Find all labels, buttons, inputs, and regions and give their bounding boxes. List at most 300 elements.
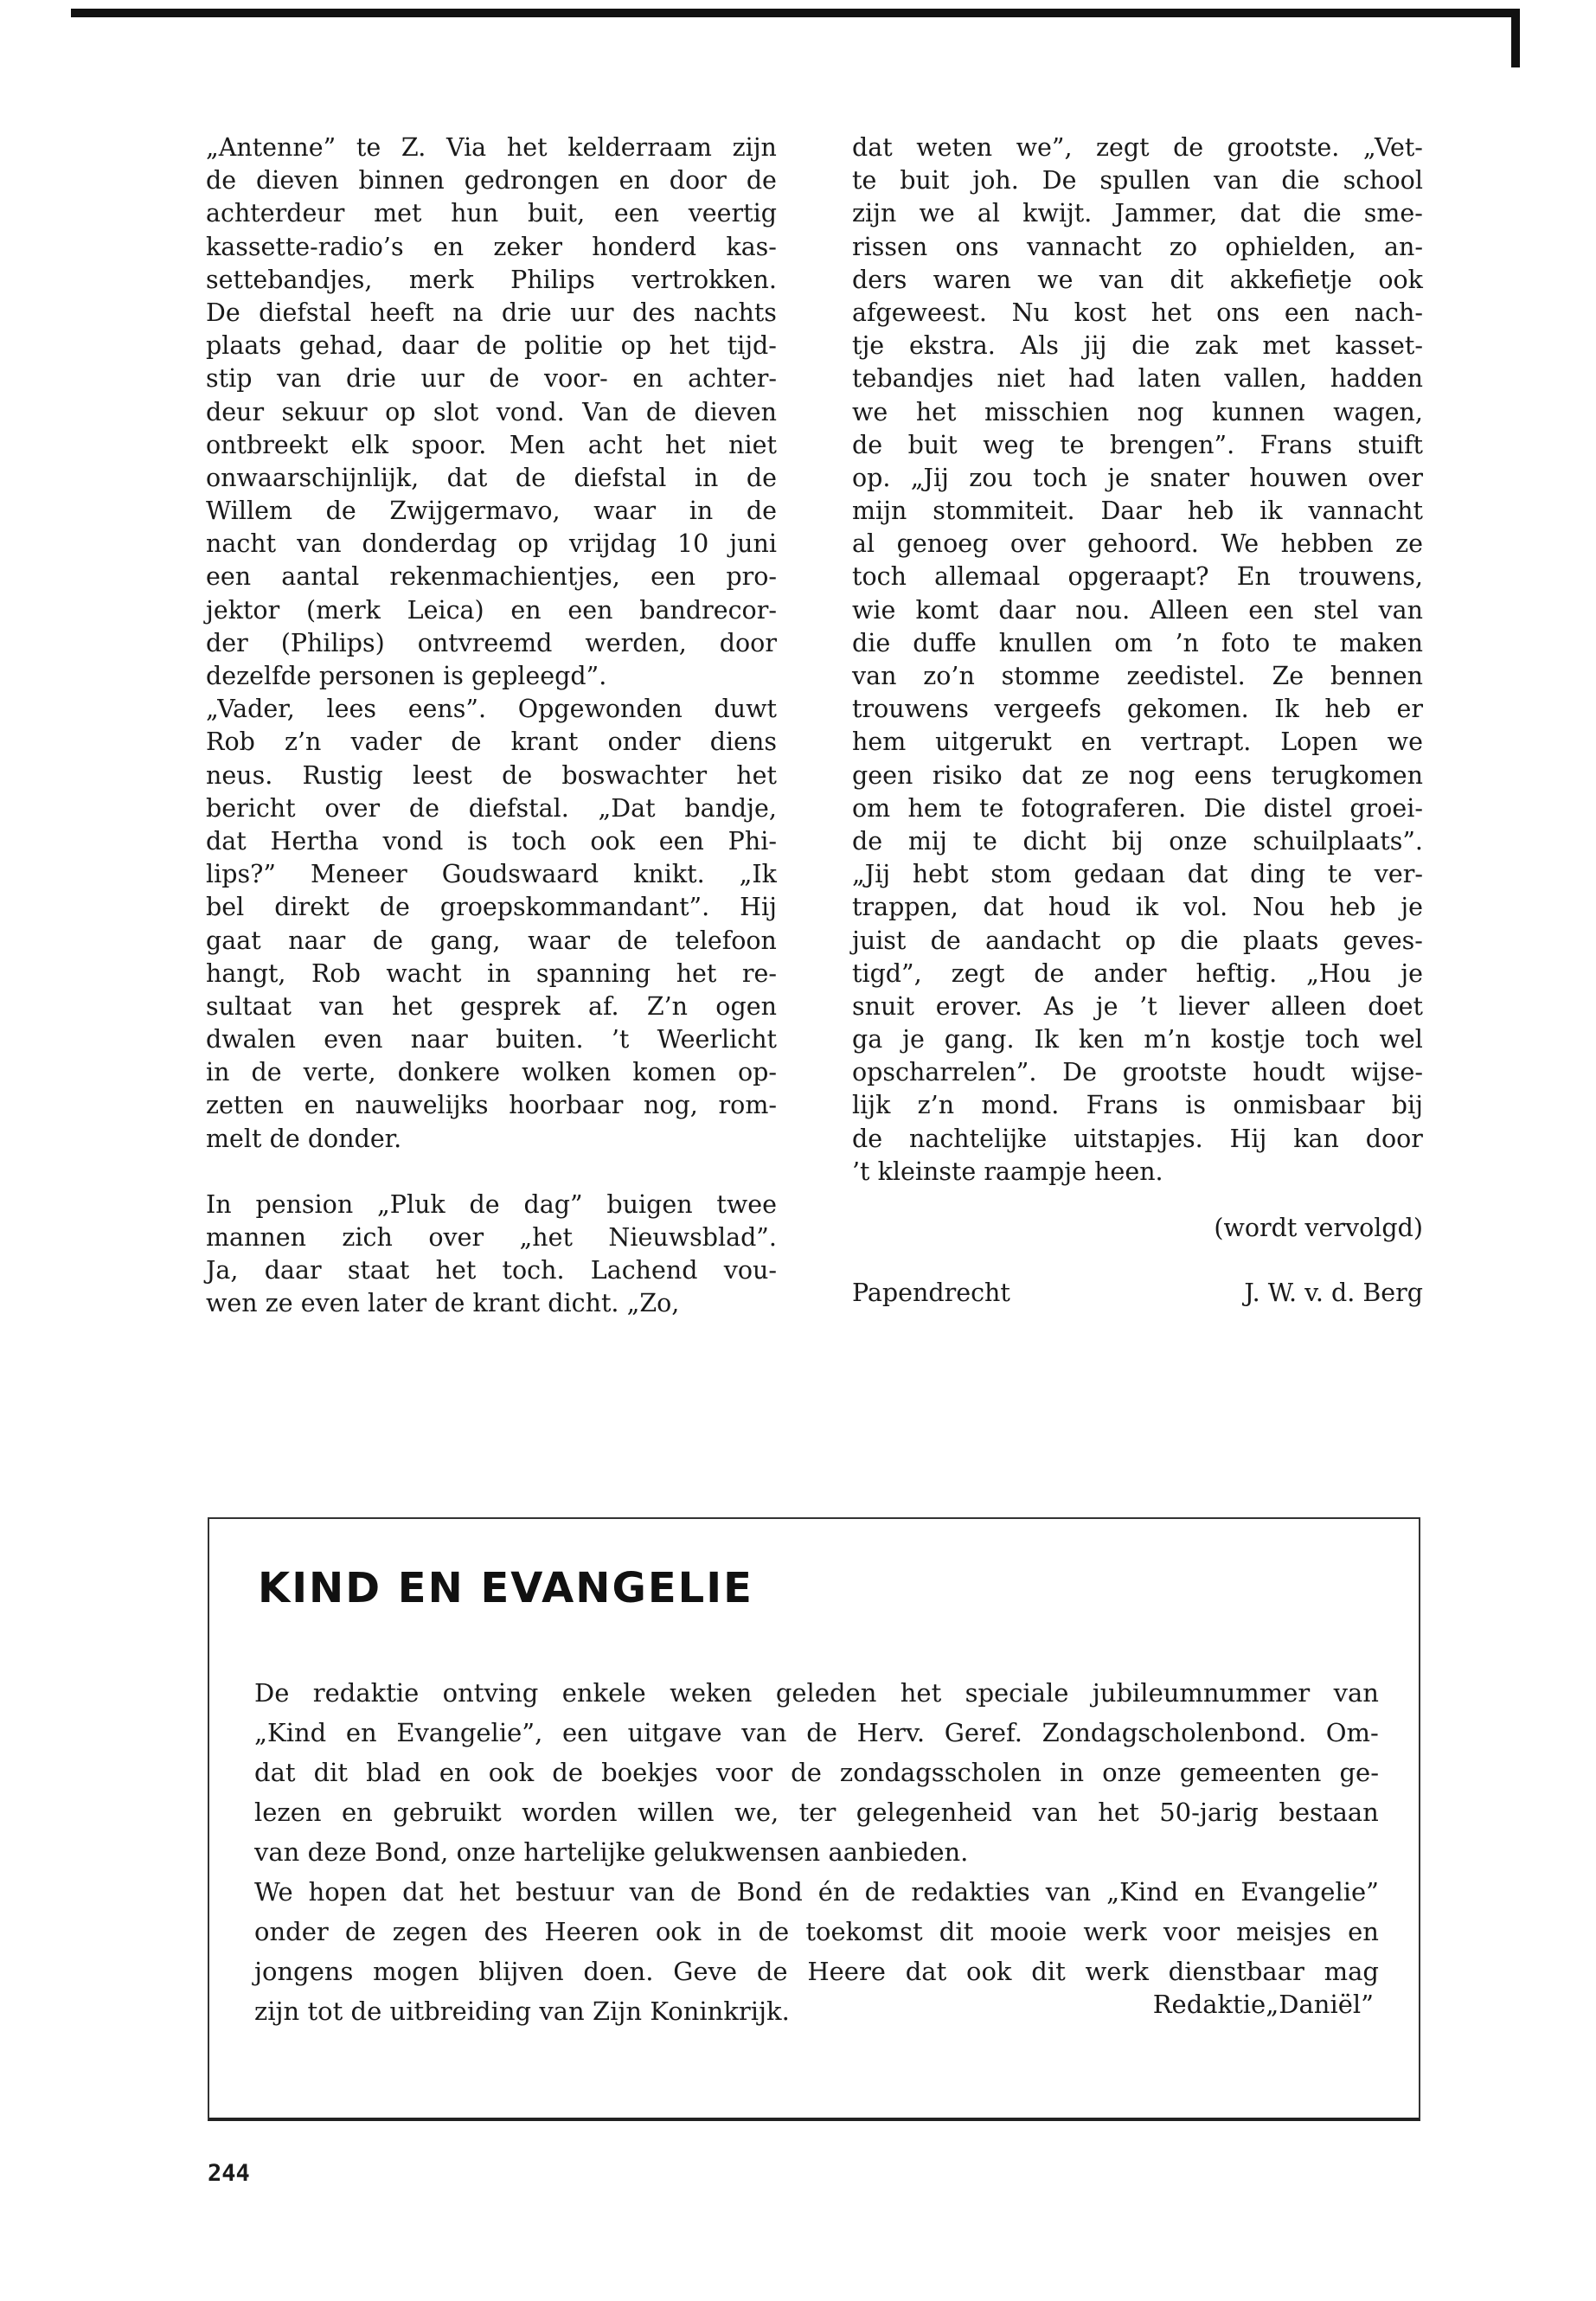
word: gebruikt [393,1798,502,1827]
word: drie [346,364,396,394]
word: „Vader, [206,695,295,724]
word: diefstal [259,298,352,327]
word: Frans [1086,1091,1158,1120]
text-line [206,1089,777,1122]
word: de [806,1718,837,1747]
word: daar [401,331,458,361]
word: stuift [1357,430,1423,459]
word: Ze [1272,662,1304,690]
word: onze [1169,826,1227,856]
word: telefoon [675,926,777,955]
word: is [467,826,488,856]
word: zou [969,463,1013,492]
text-line [254,1832,1379,1872]
word: erover. [935,991,1022,1021]
word: de [434,1289,465,1318]
word: we”, [1016,133,1073,162]
word: de [756,1957,788,1986]
word: rissen [852,232,928,261]
word: toekomst [805,1917,923,1946]
text-line [852,760,1423,792]
word: te [356,133,381,162]
word: Heere [807,1957,886,1986]
word: de [451,727,482,757]
word: is [443,662,464,690]
word: voor- [544,364,608,394]
word: knullen [998,628,1093,657]
left-column [206,131,777,1321]
word: over [1368,463,1423,492]
word: mannen [206,1223,306,1252]
word: Goudswaard [441,860,599,889]
word: een [206,562,252,592]
text-line [852,297,1423,330]
word: dat [983,893,1024,922]
word: kleinste [877,1157,977,1186]
word: uur [420,364,465,394]
word: én [817,1877,849,1907]
word: lezen [254,1798,322,1827]
word: vannacht [1026,232,1142,261]
text-line [206,990,777,1023]
word: op [620,331,651,361]
word: ontving [442,1678,539,1708]
word: zegt [951,958,1005,988]
word: onze [456,1837,516,1867]
word: 50-jarig [1159,1798,1259,1827]
article-signature [852,1279,1423,1307]
word: en [1194,1877,1226,1907]
word: spullen [1099,166,1191,195]
word: 10 [677,529,709,559]
word: Hij [740,893,777,922]
word: m’n [1144,1025,1191,1054]
word: ze [1395,529,1423,559]
word: het [676,958,717,988]
word: Zijn [593,1997,643,2026]
word: om [1114,628,1153,657]
word: een [651,562,696,592]
word: dat [1187,860,1228,889]
text-line [254,1792,1379,1832]
word: Hertha [270,826,359,856]
word: Ja, [206,1256,239,1285]
word: de [1034,958,1065,988]
word: komen [632,1058,716,1087]
word: voor [715,1758,773,1787]
text-line [852,396,1423,429]
word: nog [1137,397,1184,426]
word: toch [511,826,567,856]
word: achterdeur [206,199,345,228]
word: doet [1368,991,1423,1021]
word: trappen, [852,893,958,922]
word: vrijdag [568,529,657,559]
word: op [1125,926,1157,955]
word: brengen”. [1109,430,1235,459]
text-line [206,330,777,362]
word: gedaan [1074,860,1166,889]
author-name: J. W. v. d. Berg [1244,1279,1423,1307]
text-line [206,1056,777,1089]
word: zegt [1095,133,1150,162]
word: en [619,166,650,195]
word: Ik [1274,695,1299,724]
word: wen [206,1289,258,1318]
word: Rob [311,958,361,988]
to-be-continued-note: (wordt vervolgd) [1214,1214,1423,1242]
word: met [374,199,422,228]
word: gang, [430,926,501,955]
word: z’n [917,1091,955,1120]
word: „Hou [1306,958,1372,988]
word: (Philips) [280,628,385,657]
word: daar [264,1256,322,1285]
word: krant [510,727,579,757]
word: vader [350,727,422,757]
word: zegen [392,1917,468,1946]
word: dit [313,1758,349,1787]
word: weken [670,1678,753,1708]
text-line [852,429,1423,462]
text-line [852,958,1423,990]
word: later [368,1289,427,1318]
word: in [206,1058,230,1087]
text-line [254,1912,1379,1952]
word: ’t [1139,991,1157,1021]
word: Men [509,430,566,459]
word: zeedistel. [1126,662,1246,690]
word: uitstapjes. [1074,1124,1203,1153]
text-line [206,362,777,395]
word: in [486,958,511,988]
text-line [206,925,777,958]
word: uitgerukt [935,727,1052,757]
text-line [852,131,1423,164]
right-column [852,131,1423,1189]
word: ook [965,1957,1012,1986]
word: hem [907,793,962,823]
text-line [852,264,1423,297]
word: juist [852,926,907,955]
word: over [428,1223,484,1252]
word: het [506,133,548,162]
word: „Zo, [626,1289,680,1318]
word: en [1348,1917,1379,1946]
text-line [852,1023,1423,1056]
word: al [852,529,875,559]
word: Nou [1252,893,1305,922]
word: We [254,1877,293,1907]
word: ook [655,1917,702,1946]
word: opscharrelen”. [852,1058,1037,1087]
word: van [1333,1678,1379,1708]
word: heeft [369,298,434,327]
word: dat [206,826,247,856]
word: van [539,1997,585,2026]
word: de [552,1758,584,1787]
word: houwen [1249,463,1348,492]
word: over [324,793,381,823]
word: te [972,826,997,856]
word: het [458,1877,501,1907]
word: buigen [606,1189,693,1219]
word: de [645,397,676,426]
text-line [852,925,1423,958]
word: verte, [303,1058,376,1087]
word: ook [590,826,635,856]
word: zeker [493,232,563,261]
word: de [746,166,777,195]
word: der [206,628,248,657]
word: de [515,463,546,492]
word: honderd [592,232,697,261]
word: allemaal [934,562,1041,592]
word: de [325,497,356,526]
top-border-rule [71,9,1520,17]
word: het [1151,298,1192,327]
word: en [632,364,663,394]
text-line [206,164,777,197]
word: tijd- [727,331,777,361]
word: dat [446,463,488,492]
word: Rustig [302,760,383,790]
word: wagen, [1333,397,1423,426]
word: doen. [583,1957,654,1986]
word: de [379,893,410,922]
word: ik [1135,893,1159,922]
word: pension [255,1189,354,1219]
word: stel [1313,595,1359,625]
text-line [206,528,777,561]
word: de [206,166,237,195]
word: even [324,1025,383,1054]
word: hartelijke [523,1837,646,1867]
word: diefstal [574,463,667,492]
text-line [254,1872,1379,1912]
word: De [1062,1058,1097,1087]
word: heftig. [1195,958,1278,988]
word: slot [433,397,479,426]
word: van [297,529,342,559]
word: toch [1304,1025,1360,1054]
word: joh. [972,166,1019,195]
word: de [372,926,403,955]
word: hangt, [206,958,286,988]
word: raampje [984,1157,1086,1186]
word: een [561,1718,608,1747]
word: zo’n [923,662,975,690]
text-line [852,891,1423,924]
word: is [1185,1091,1206,1120]
word: donkere [397,1058,501,1087]
word: kunnen [1211,397,1305,426]
word: al [977,199,1001,228]
word: vol. [1183,893,1228,922]
word: redakties [911,1877,1030,1907]
word: dat [905,1957,947,1986]
text-line [852,462,1423,495]
word: hopen [308,1877,388,1907]
word: te [1327,860,1353,889]
word: pro- [726,562,777,592]
word: mooie [990,1917,1067,1946]
word: „Antenne” [206,133,337,162]
text-line [254,1673,1379,1713]
word: Lachend [590,1256,698,1285]
word: dat [254,1758,296,1787]
word: jektor [206,595,280,625]
text-line [852,561,1423,593]
word: komt [915,595,979,625]
word: ook [1378,265,1423,294]
word: van [254,1837,300,1867]
word: bandrecor- [639,595,777,625]
word: plaats [206,331,282,361]
word: buit [900,166,950,195]
word: van [1214,166,1259,195]
word: buit [907,430,958,459]
word: dat [852,133,893,162]
word: te [852,166,877,195]
word: laten [1138,364,1202,394]
text-line [254,1952,1379,1991]
word: op [517,529,548,559]
text-line [852,858,1423,891]
word: dwalen [206,1025,296,1054]
word: een [1284,298,1330,327]
word: door [719,628,777,657]
text-line [206,1254,777,1287]
word: Philips [510,265,595,294]
word: eens [1194,760,1253,790]
word: ons [1216,298,1260,327]
word: van [1045,1877,1092,1907]
word: diens [709,727,777,757]
word: distel [1263,793,1333,823]
word: kas- [726,232,777,261]
text-line [206,792,777,825]
word: Hij [1229,1124,1267,1153]
word: En [1236,562,1271,592]
word: onwaarschijnlijk, [206,463,420,492]
announcement-title: KIND EN EVANGELIE [258,1564,753,1612]
word: een [1248,595,1294,625]
word: groei- [1349,793,1423,823]
word: een [567,595,613,625]
word: De [206,298,240,327]
word: „Dat [598,793,656,823]
word: stommiteit. [933,497,1075,526]
word: die [1303,199,1342,228]
word: Geve [673,1957,738,1986]
word: gehad, [298,331,384,361]
word: even [300,1289,360,1318]
word: deur [206,397,265,426]
word: afgeweest. [852,298,987,327]
word: geen [852,760,913,790]
text-line [206,495,777,528]
text-line [206,197,777,230]
word: zo [1169,232,1198,261]
word: we [1037,265,1074,294]
word: het [1098,1798,1139,1827]
word: op [385,397,416,426]
word: mij [907,826,947,856]
word: waar [528,926,591,955]
text-line [852,1156,1423,1189]
word: Daar [1100,497,1162,526]
word: bericht [206,793,296,823]
word: dezelfde [206,662,311,690]
word: Frans [1259,430,1332,459]
text-line [852,164,1423,197]
word: Phi- [727,826,777,856]
word: je [902,1025,925,1054]
word: In [206,1189,232,1219]
word: „Jij [852,860,891,889]
word: de [350,1997,382,2026]
word: een [658,826,704,856]
word: kost [1074,298,1127,327]
word: Heeren [544,1917,639,1946]
word: met [1262,331,1311,361]
word: Die [1203,793,1247,823]
word: kan [1293,1124,1339,1153]
word: ze [1081,760,1110,790]
word: gelegenheid [856,1798,1013,1827]
word: akkefietje [1229,265,1353,294]
word: over [1010,529,1066,559]
text-line [206,693,777,726]
word: trouwens [852,695,969,724]
word: er [1396,695,1423,724]
announcement-signature: Redaktie„Daniël” [1152,1990,1374,2019]
word: rekenmachientjes, [389,562,620,592]
text-line [852,1123,1423,1156]
word: sekuur [281,397,368,426]
word: van [319,991,364,1021]
text-line [852,330,1423,362]
place-name: Papendrecht [852,1279,1010,1307]
word: ogen [715,991,777,1021]
word: ontbreekt [206,430,329,459]
word: waar [593,497,657,526]
word: terugkomen [1271,760,1423,790]
word: waren [933,265,1011,294]
text-line [206,429,777,462]
text-line [852,990,1423,1023]
word: de [251,1058,282,1087]
word: Leica) [407,595,484,625]
word: duwt [714,695,777,724]
word: hebt [912,860,969,889]
word: dit [939,1917,974,1946]
word: tot [307,1997,343,2026]
paragraph-gap [206,1156,777,1189]
word: „Vet- [1362,133,1423,162]
word: juni [729,529,777,559]
word: ze [265,1289,293,1318]
word: van [277,364,322,394]
word: je [1107,463,1130,492]
word: en [510,595,542,625]
word: de [852,430,883,459]
text-line [206,1287,777,1320]
word: plaats [1242,926,1319,955]
word: genoeg [896,529,989,559]
word: heen. [1094,1157,1163,1186]
